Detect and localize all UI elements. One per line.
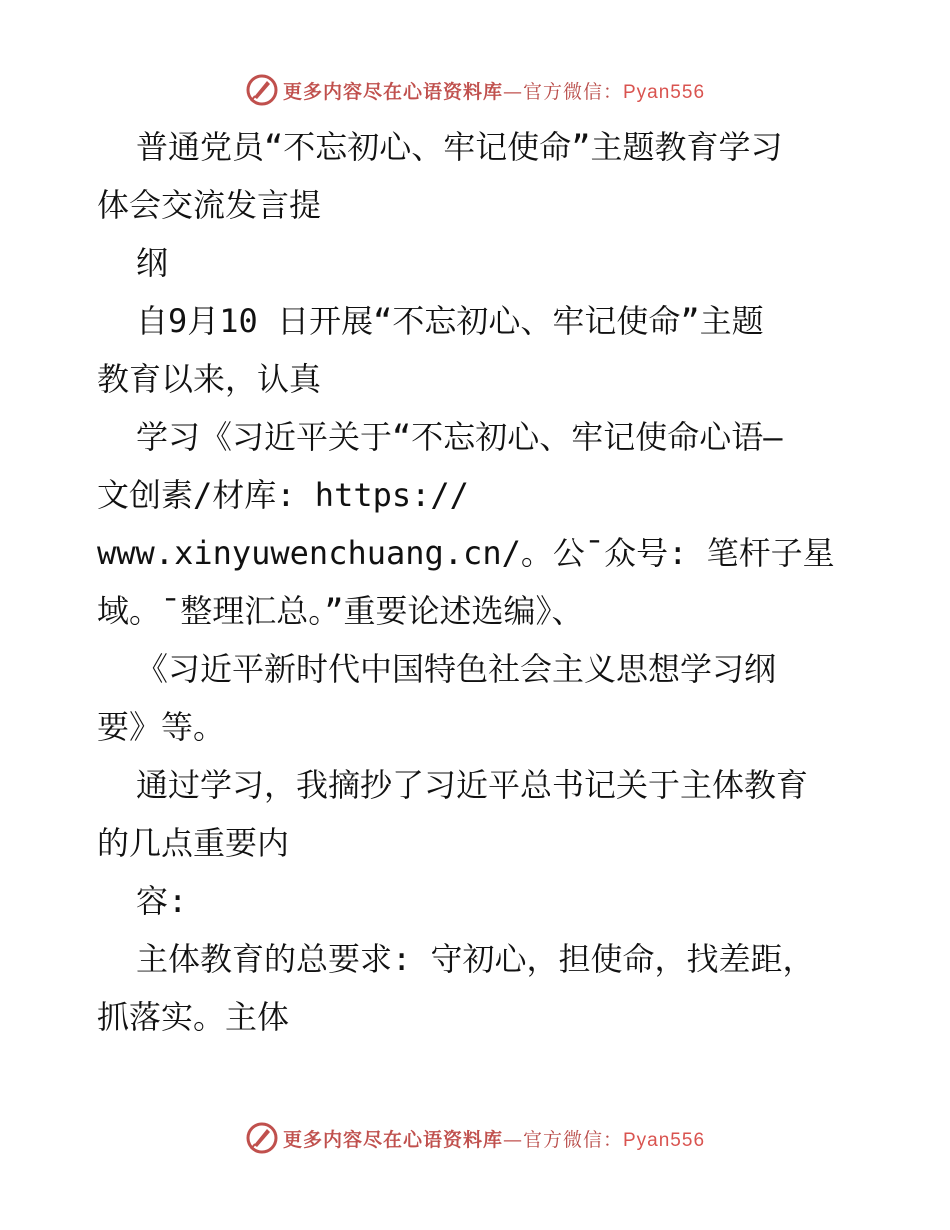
header-text bbox=[283, 77, 705, 104]
body-line: 域。¯整理汇总。”重要论述选编》、 bbox=[97, 592, 584, 630]
body-line: 主体教育的总要求: 守初心，担使命，找差距， bbox=[136, 940, 815, 978]
header-brand: 更多内容尽在心语资料库 bbox=[282, 80, 503, 103]
body-line: 的几点重要内 bbox=[97, 824, 290, 862]
header-wechat: Pyan556 bbox=[623, 81, 706, 103]
header-sub: 官方微信： bbox=[522, 80, 623, 103]
footer-wechat: Pyan556 bbox=[623, 1129, 706, 1151]
document-body bbox=[97, 118, 857, 1046]
body-line: 容: bbox=[136, 882, 188, 920]
header-banner bbox=[0, 70, 950, 110]
footer-dash: — bbox=[502, 1128, 523, 1151]
header-dash: — bbox=[502, 80, 523, 103]
footer-brand: 更多内容尽在心语资料库 bbox=[282, 1128, 503, 1151]
body-line: 学习《习近平关于“不忘初心、牢记使命心语— bbox=[136, 418, 783, 456]
body-line: 抓落实。主体 bbox=[97, 998, 290, 1036]
footer-text bbox=[283, 1125, 705, 1152]
footer-banner bbox=[0, 1118, 950, 1158]
body-line: www.xinyuwenchuang.cn/。公¯众号: 笔杆子星 bbox=[97, 534, 835, 572]
quill-logo-icon bbox=[245, 73, 279, 107]
body-line: 要》等。 bbox=[97, 708, 226, 746]
body-line: 教育以来，认真 bbox=[97, 360, 322, 398]
body-line: 文创素/材库: https:// bbox=[97, 476, 469, 514]
quill-logo-icon bbox=[245, 1121, 279, 1155]
body-line: 自9月10 日开展“不忘初心、牢记使命”主题 bbox=[136, 302, 764, 340]
body-line: 通过学习，我摘抄了习近平总书记关于主体教育 bbox=[136, 766, 809, 804]
body-line: 普通党员“不忘初心、牢记使命”主题教育学习 bbox=[136, 128, 783, 166]
footer-sub: 官方微信： bbox=[522, 1128, 623, 1151]
body-line: 《习近平新时代中国特色社会主义思想学习纲 bbox=[136, 650, 777, 688]
body-line: 纲 bbox=[136, 244, 169, 282]
body-line: 体会交流发言提 bbox=[97, 186, 322, 224]
